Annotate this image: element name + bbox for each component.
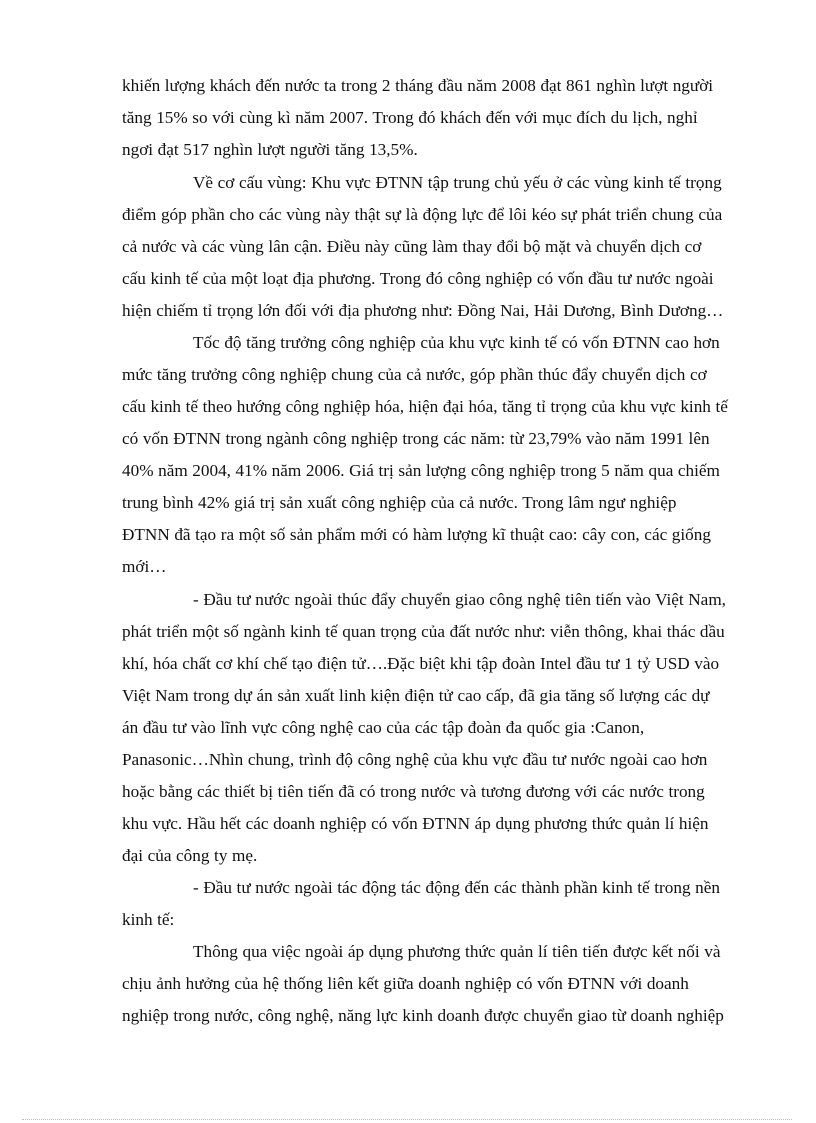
text-line: đại của công ty mẹ. xyxy=(122,846,258,865)
text-line: tăng 15% so với cùng kì năm 2007. Trong đó khách đến với mục đích du lịch, nghỉ xyxy=(122,108,698,127)
text-line: Panasonic…Nhìn chung, trình độ công nghệ của khu vực đầu tư nước ngoài cao hơn xyxy=(122,750,708,769)
footer-divider xyxy=(22,1119,792,1120)
text-line: hiện chiếm tỉ trọng lớn đối với địa phương như: Đồng Nai, Hải Dương, Bình Dương… xyxy=(122,301,724,320)
text-line: Về cơ cấu vùng: Khu vực ĐTNN tập trung chủ yếu ở các vùng kinh tế trọng xyxy=(193,173,722,192)
text-line: khiến lượng khách đến nước ta trong 2 tháng đầu năm 2008 đạt 861 nghìn lượt người xyxy=(122,76,714,95)
text-line: khí, hóa chất cơ khí chế tạo điện tử….Đặc biệt khi tập đoàn Intel đầu tư 1 tỷ USD vào xyxy=(122,654,720,673)
text-line: trung bình 42% giá trị sản xuất công nghiệp của cả nước. Trong lâm ngư nghiệp xyxy=(122,493,677,512)
text-line: mới… xyxy=(122,557,167,576)
text-line: khu vực. Hầu hết các doanh nghiệp có vốn ĐTNN áp dụng phương thức quản lí hiện xyxy=(122,814,709,833)
text-line: mức tăng trưởng công nghiệp chung của cả nước, góp phần thúc đẩy chuyển dịch cơ xyxy=(122,365,707,384)
text-line: án đầu tư vào lĩnh vực công nghệ cao của các tập đoàn đa quốc gia :Canon, xyxy=(122,718,645,737)
text-line: nghiệp trong nước, công nghệ, năng lực kinh doanh được chuyển giao từ doanh nghiệp xyxy=(122,1006,724,1025)
text-line: 40% năm 2004, 41% năm 2006. Giá trị sản lượng công nghiệp trong 5 năm qua chiếm xyxy=(122,461,720,480)
text-line: Thông qua việc ngoài áp dụng phương thức quản lí tiên tiến được kết nối và xyxy=(193,942,721,961)
text-line: chịu ảnh hưởng của hệ thống liên kết giữa doanh nghiệp có vốn ĐTNN với doanh xyxy=(122,974,689,993)
text-line: phát triển một số ngành kinh tế quan trọng của đất nước như: viễn thông, khai thác dầu xyxy=(122,622,725,641)
text-line: cả nước và các vùng lân cận. Điều này cũng làm thay đổi bộ mặt và chuyển dịch cơ xyxy=(122,237,702,256)
text-line: - Đầu tư nước ngoài thúc đẩy chuyển giao công nghệ tiên tiến vào Việt Nam, xyxy=(193,590,726,609)
text-line: có vốn ĐTNN trong ngành công nghiệp trong các năm: từ 23,79% vào năm 1991 lên xyxy=(122,429,710,448)
text-line: cấu kinh tế theo hướng công nghiệp hóa, hiện đại hóa, tăng tỉ trọng của khu vực kinh tế xyxy=(122,397,728,416)
text-line: hoặc bằng các thiết bị tiên tiến đã có trong nước và tương đương với các nước trong xyxy=(122,782,705,801)
text-line: Tốc độ tăng trưởng công nghiệp của khu vực kinh tế có vốn ĐTNN cao hơn xyxy=(193,333,720,352)
text-line: Việt Nam trong dự án sản xuất linh kiện điện tử cao cấp, đã gia tăng số lượng các dự xyxy=(122,686,710,705)
text-line: ĐTNN đã tạo ra một số sản phẩm mới có hàm lượng kĩ thuật cao: cây con, các giống xyxy=(122,525,711,544)
text-line: cấu kinh tế của một loạt địa phương. Trong đó công nghiệp có vốn đầu tư nước ngoài xyxy=(122,269,714,288)
text-line: điểm góp phần cho các vùng này thật sự là động lực để lôi kéo sự phát triển chung của xyxy=(122,205,723,224)
text-line: kinh tế: xyxy=(122,910,175,929)
text-line: ngơi đạt 517 nghìn lượt người tăng 13,5%. xyxy=(122,140,418,159)
text-line: - Đầu tư nước ngoài tác động tác động đến các thành phần kinh tế trong nền xyxy=(193,878,720,897)
